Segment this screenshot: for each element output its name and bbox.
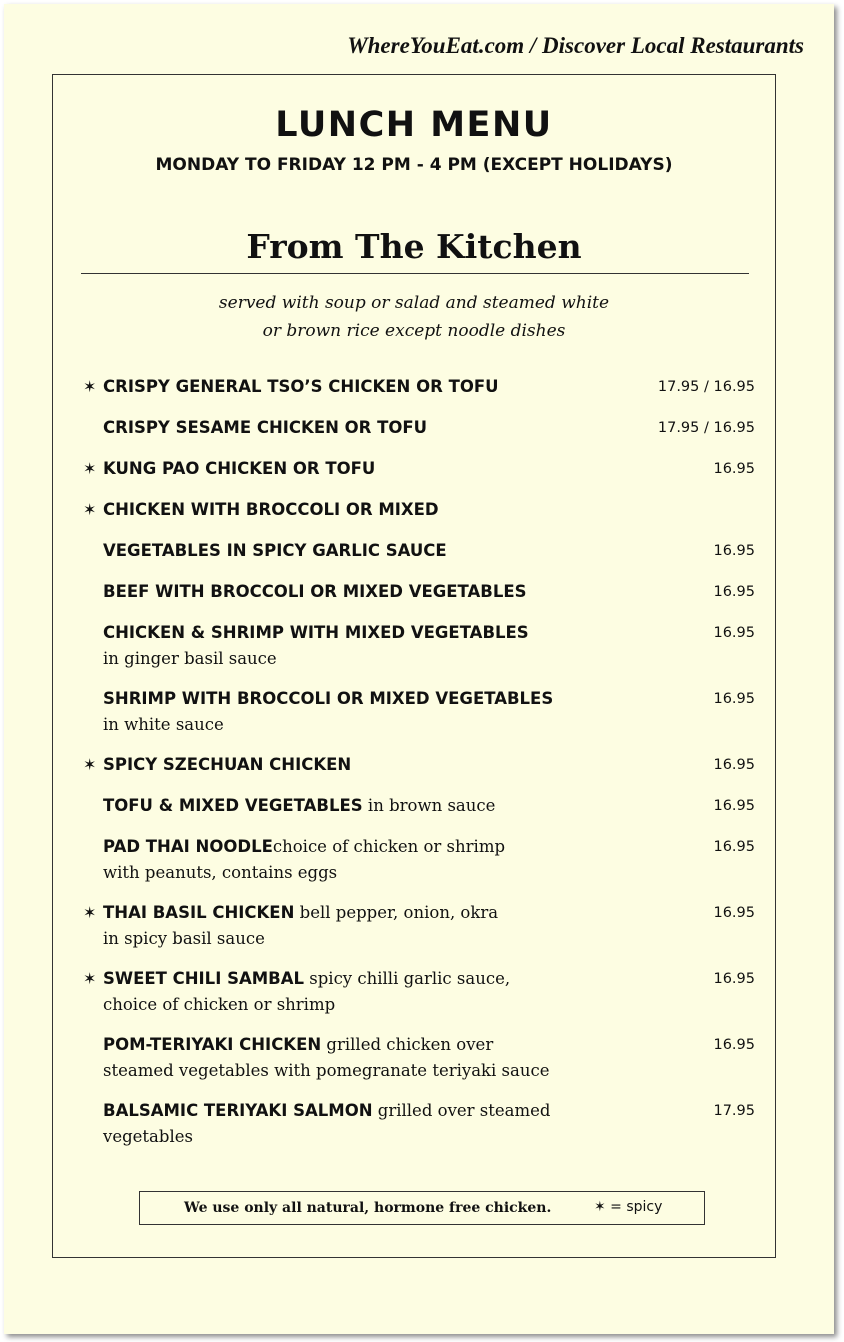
item-sub: in spicy basil sauce — [103, 929, 265, 948]
item-name: CRISPY SESAME CHICKEN OR TOFU — [103, 418, 428, 437]
spicy-icon: ✶ — [83, 969, 97, 988]
item-name: VEGETABLES IN SPICY GARLIC SAUCE — [103, 541, 447, 560]
item-desc: grilled chicken over — [321, 1035, 494, 1054]
item-sub: steamed vegetables with pomegranate teriyaki sauce — [103, 1061, 550, 1080]
item-name: THAI BASIL CHICKEN bell pepper, onion, okra — [103, 903, 499, 922]
watermark: WhereYouEat.com / Discover Local Restaurants — [347, 33, 804, 58]
item-name: SPICY SZECHUAN CHICKEN — [103, 755, 352, 774]
spicy-legend-text: = spicy — [605, 1199, 663, 1215]
item-desc: grilled over steamed — [372, 1101, 551, 1120]
spicy-legend-icon: ✶ — [594, 1199, 606, 1215]
item-sub: with peanuts, contains eggs — [103, 863, 338, 882]
menu-frame — [52, 74, 776, 1258]
item-name: SHRIMP WITH BROCCOLI OR MIXED VEGETABLES — [103, 689, 554, 708]
spicy-icon: ✶ — [83, 459, 97, 478]
item-desc: spicy chilli garlic sauce, — [304, 969, 511, 988]
menu-hours: MONDAY TO FRIDAY 12 PM - 4 PM (EXCEPT HOLIDAYS) — [155, 155, 673, 175]
item-sub: in white sauce — [103, 715, 224, 734]
item-name: CRISPY GENERAL TSO’S CHICKEN OR TOFU — [103, 377, 499, 396]
spicy-icon: ✶ — [83, 755, 97, 774]
item-price: 16.95 — [713, 839, 755, 855]
footer-box — [139, 1191, 705, 1225]
item-price: 16.95 — [713, 584, 755, 600]
item-name: KUNG PAO CHICKEN OR TOFU — [103, 459, 376, 478]
item-name: PAD THAI NOODLEchoice of chicken or shrimp — [103, 837, 506, 856]
spicy-icon: ✶ — [83, 903, 97, 922]
item-price: 16.95 — [713, 691, 755, 707]
item-name: SWEET CHILI SAMBAL spicy chilli garlic sauce, — [103, 969, 511, 988]
spicy-legend — [594, 1199, 662, 1215]
item-sub: in ginger basil sauce — [103, 649, 277, 668]
item-price: 17.95 / 16.95 — [657, 379, 755, 395]
item-price: 16.95 — [713, 625, 755, 641]
item-desc: bell pepper, onion, okra — [294, 903, 499, 922]
spicy-icon: ✶ — [83, 500, 97, 519]
item-price: 16.95 — [713, 1037, 755, 1053]
spicy-icon: ✶ — [83, 377, 97, 396]
item-price: 16.95 — [713, 461, 755, 477]
item-desc: in brown sauce — [362, 796, 496, 815]
item-price: 16.95 — [713, 905, 755, 921]
menu-title: LUNCH MENU — [275, 105, 553, 145]
item-price: 17.95 — [713, 1103, 755, 1119]
footer-text: We use only all natural, hormone free chicken. — [184, 1200, 552, 1216]
item-name: CHICKEN WITH BROCCOLI OR MIXED — [103, 500, 439, 519]
item-price: 17.95 / 16.95 — [657, 420, 755, 436]
item-name: BEEF WITH BROCCOLI OR MIXED VEGETABLES — [103, 582, 527, 601]
item-name: BALSAMIC TERIYAKI SALMON grilled over steamed — [103, 1101, 551, 1120]
note-line-2: or brown rice except noodle dishes — [262, 321, 566, 341]
item-sub: choice of chicken or shrimp — [103, 995, 336, 1014]
item-name: POM-TERIYAKI CHICKEN grilled chicken over — [103, 1035, 494, 1054]
item-sub: vegetables — [103, 1127, 193, 1146]
menu-page — [4, 4, 834, 1334]
note-line-1: served with soup or salad and steamed white — [218, 293, 610, 313]
item-name: CHICKEN & SHRIMP WITH MIXED VEGETABLES — [103, 623, 529, 642]
item-price: 16.95 — [713, 798, 755, 814]
item-price: 16.95 — [713, 971, 755, 987]
menu-items — [53, 75, 775, 1257]
item-desc: choice of chicken or shrimp — [272, 837, 506, 856]
item-name: TOFU & MIXED VEGETABLES in brown sauce — [103, 796, 496, 815]
item-price: 16.95 — [713, 543, 755, 559]
item-price: 16.95 — [713, 757, 755, 773]
section-title: From The Kitchen — [246, 227, 582, 266]
